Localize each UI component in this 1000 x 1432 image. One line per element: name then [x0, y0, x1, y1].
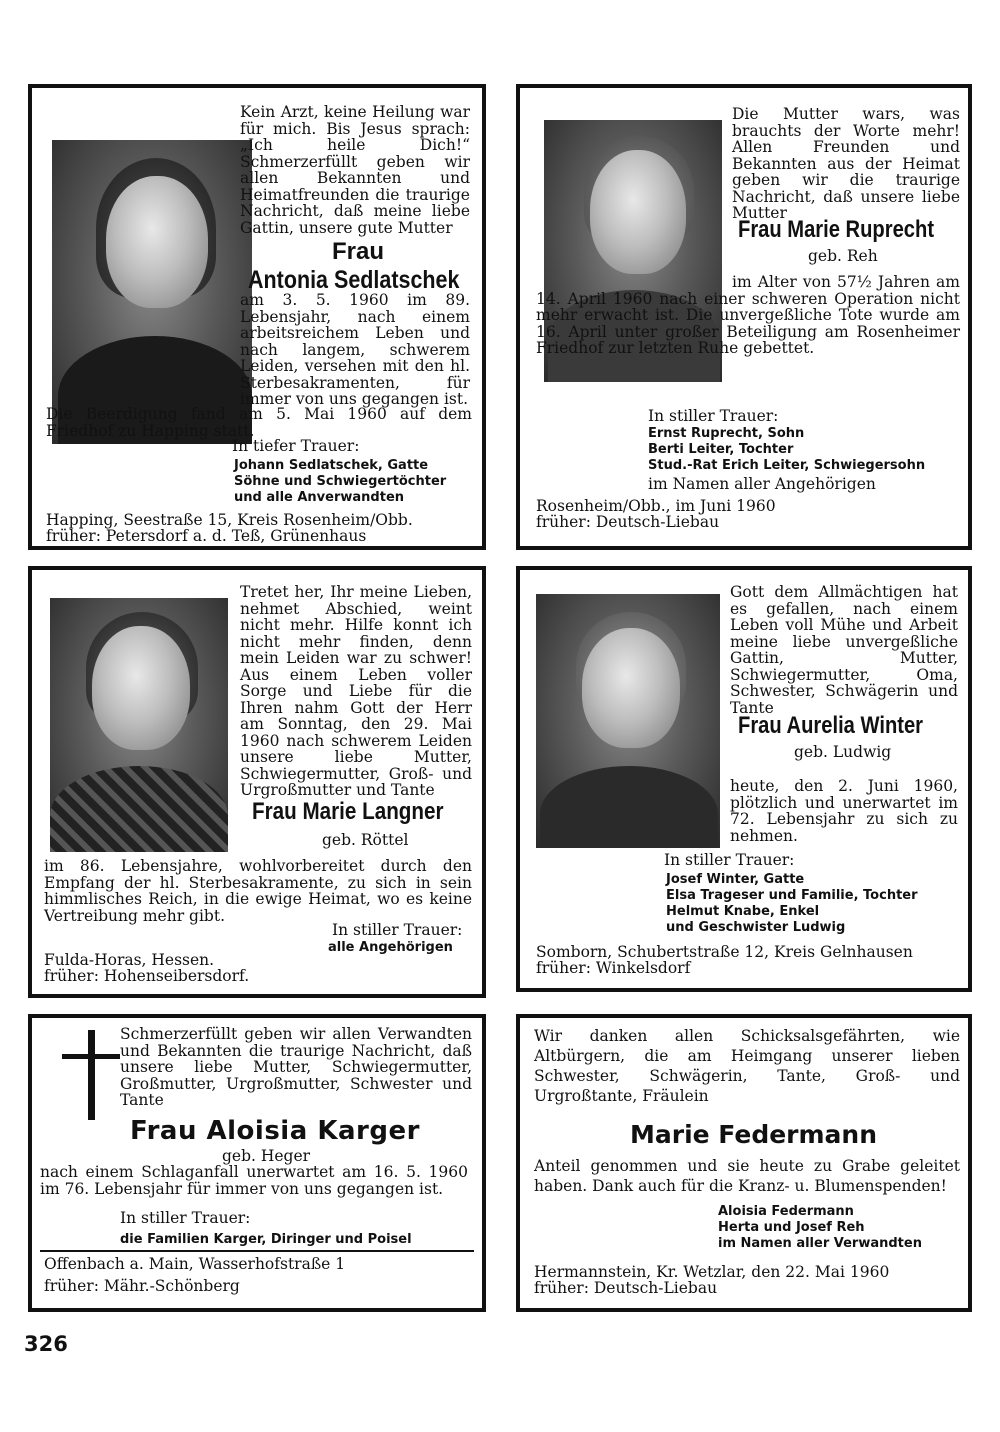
origin-text: früher: Deutsch-Liebau [536, 513, 720, 531]
cross-icon [56, 1030, 126, 1126]
mourner-line: Elsa Trageser und Familie, Tochter [666, 888, 918, 903]
mourner-line: Ernst Ruprecht, Sohn [648, 426, 805, 441]
intro-text: Kein Arzt, keine Heilung war für mich. Bis Jesus sprach: „Ich heile Dich!“ Schmerzerfüllt geben wir allen Bekannten und Heimatfreunden die traurige Nachricht, daß meine liebe Gattin, unsere gute Mutter [240, 103, 470, 237]
mourner-line: Berti Leiter, Tochter [648, 442, 794, 457]
body-text: nach einem Schlaganfall unerwartet am 16. 5. 1960 im 76. Lebensjahr für immer von uns gegangen ist. [40, 1163, 468, 1198]
obituary-karger [28, 1014, 486, 1312]
origin-text: früher: Mähr.-Schönberg [44, 1277, 240, 1295]
deceased-name: Marie Federmann [630, 1120, 878, 1149]
obituary-sedlatschek [28, 84, 486, 550]
origin-text: früher: Winkelsdorf [536, 959, 691, 977]
body-text: im Alter von 57½ Jahren am 14. April 1960 nach einer schweren Operation nicht mehr erwacht ist. Die unvergeßliche Tote wurde am 16. April unter großer Beteiligung am Rosenheimer Friedhof zur letzten Ruhe gebettet. [536, 273, 960, 357]
mourning-heading: In stiller Trauer: [664, 851, 795, 869]
divider [40, 1250, 474, 1252]
deceased-name: Frau Aloisia Karger [130, 1116, 420, 1146]
intro-text: Tretet her, Ihr meine Lieben, nehmet Abschied, weint nicht mehr. Hilfe konnt ich nicht mehr finden, denn mein Leiden war zu schwer! Aus einem Leben voller Sorge und Liebe für die Ihren nahm Gott der Herr am Sonntag, den 29. Mai 1960 nach schwerem Leiden unsere liebe Mutter, Schwiegermutter, Groß- und Urgroßmutter und Tante [240, 583, 472, 799]
body-text: heute, den 2. Juni 1960, plötzlich und unerwartet im 72. Lebensjahr zu sich zu nehmen. [730, 777, 958, 845]
mourner-line: Herta und Josef Reh [718, 1220, 865, 1235]
mourner-line: Helmut Knabe, Enkel [666, 904, 820, 919]
obituary-winter [516, 566, 972, 992]
body-text: Anteil genommen und sie heute zu Grabe geleitet haben. Dank auch für die Kranz- u. Blumenspenden! [534, 1157, 960, 1195]
portrait-photo [536, 594, 720, 848]
birth-name: geb. Ludwig [794, 743, 892, 761]
mourner-line: im Namen aller Verwandten [718, 1236, 922, 1251]
title-text: Frau [332, 238, 385, 265]
mourner-line: die Familien Karger, Diringer und Poisel [120, 1232, 412, 1247]
mourner-line: Josef Winter, Gatte [666, 872, 805, 887]
obituary-federmann [516, 1014, 972, 1312]
deceased-name: Antonia Sedlatschek [248, 266, 460, 294]
body-text: am 3. 5. 1960 im 89. Lebensjahr, nach einem arbeitsreichem Leben und nach langem, schwerem Leiden, versehen mit den hl. Sterbesakramenten, für immer von uns gegangen ist. [240, 291, 470, 408]
mourner-line: und Geschwister Ludwig [666, 920, 846, 935]
mourner-line: Söhne und Schwiegertöchter [234, 474, 447, 489]
mourners-extra: im Namen aller Angehörigen [648, 475, 876, 493]
address-text: Fulda-Horas, Hessen. [44, 951, 215, 969]
body-text: im 86. Lebensjahre, wohlvorbereitet durch den Empfang der hl. Sterbesakramente, zu sich in sein himmlisches Reich, in die ewige Heimat, wo es keine Vertreibung mehr gibt. [44, 857, 472, 925]
mourner-line: Aloisia Federmann [718, 1204, 854, 1219]
mourner-line: Johann Sedlatschek, Gatte [234, 458, 429, 473]
birth-name: geb. Heger [222, 1147, 311, 1165]
portrait-photo [52, 140, 252, 444]
mourner-line: und alle Anverwandten [234, 490, 405, 505]
portrait-photo [50, 598, 228, 852]
mourner-line: alle Angehörigen [328, 940, 453, 955]
birth-name: geb. Röttel [322, 831, 409, 849]
intro-text: Wir danken allen Schicksalsgefährten, wie Altbürgern, die am Heimgang unserer lieben Schwester, Schwägerin, Tante, Groß- und Urgroßtante, Fräulein [534, 1027, 960, 1105]
obituary-ruprecht [516, 84, 972, 550]
intro-text: Schmerzerfüllt geben wir allen Verwandten und Bekannten die traurige Nachricht, daß unsere liebe Mutter, Schwiegermutter, Großmutter, Urgroßmutter, Schwester und Tante [120, 1025, 472, 1109]
mourning-heading: In stiller Trauer: [332, 921, 463, 939]
origin-text: früher: Deutsch-Liebau [534, 1279, 718, 1297]
address-text: Offenbach a. Main, Wasserhofstraße 1 [44, 1255, 346, 1273]
deceased-name: Frau Marie Ruprecht [738, 216, 935, 243]
origin-text: früher: Hohenseibersdorf. [44, 967, 250, 985]
intro-text: Gott dem Allmächtigen hat es gefallen, nach einem Leben voll Mühe und Arbeit meine liebe unvergeßliche Gattin, Mutter, Schwiegermutter, Oma, Schwester, Schwägerin und Tante [730, 583, 958, 717]
page-number: 326 [24, 1332, 68, 1356]
address-text: Happing, Seestraße 15, Kreis Rosenheim/Obb. [46, 511, 413, 529]
intro-text: Die Mutter wars, was brauchts der Worte mehr! Allen Freunden und Bekannten aus der Heimat geben wir die traurige Nachricht, daß unsere liebe Mutter [732, 105, 960, 222]
address-text: Hermannstein, Kr. Wetzlar, den 22. Mai 1960 [534, 1263, 890, 1281]
funeral-text: Die Beerdigung fand am 5. Mai 1960 auf dem Friedhof zu Happing statt. [46, 405, 472, 440]
address-text: Rosenheim/Obb., im Juni 1960 [536, 497, 776, 515]
address-text: Somborn, Schubertstraße 12, Kreis Gelnhausen [536, 943, 913, 961]
origin-text: früher: Petersdorf a. d. Teß, Grünenhaus [46, 527, 367, 545]
mourning-heading: In stiller Trauer: [120, 1209, 251, 1227]
obituary-langner [28, 566, 486, 998]
deceased-name: Frau Marie Langner [252, 798, 444, 825]
mourning-heading: In stiller Trauer: [648, 407, 779, 425]
mourner-line: Stud.-Rat Erich Leiter, Schwiegersohn [648, 458, 926, 473]
mourning-heading: In tiefer Trauer: [232, 437, 360, 455]
deceased-name: Frau Aurelia Winter [738, 712, 924, 739]
birth-name: geb. Reh [808, 247, 878, 265]
